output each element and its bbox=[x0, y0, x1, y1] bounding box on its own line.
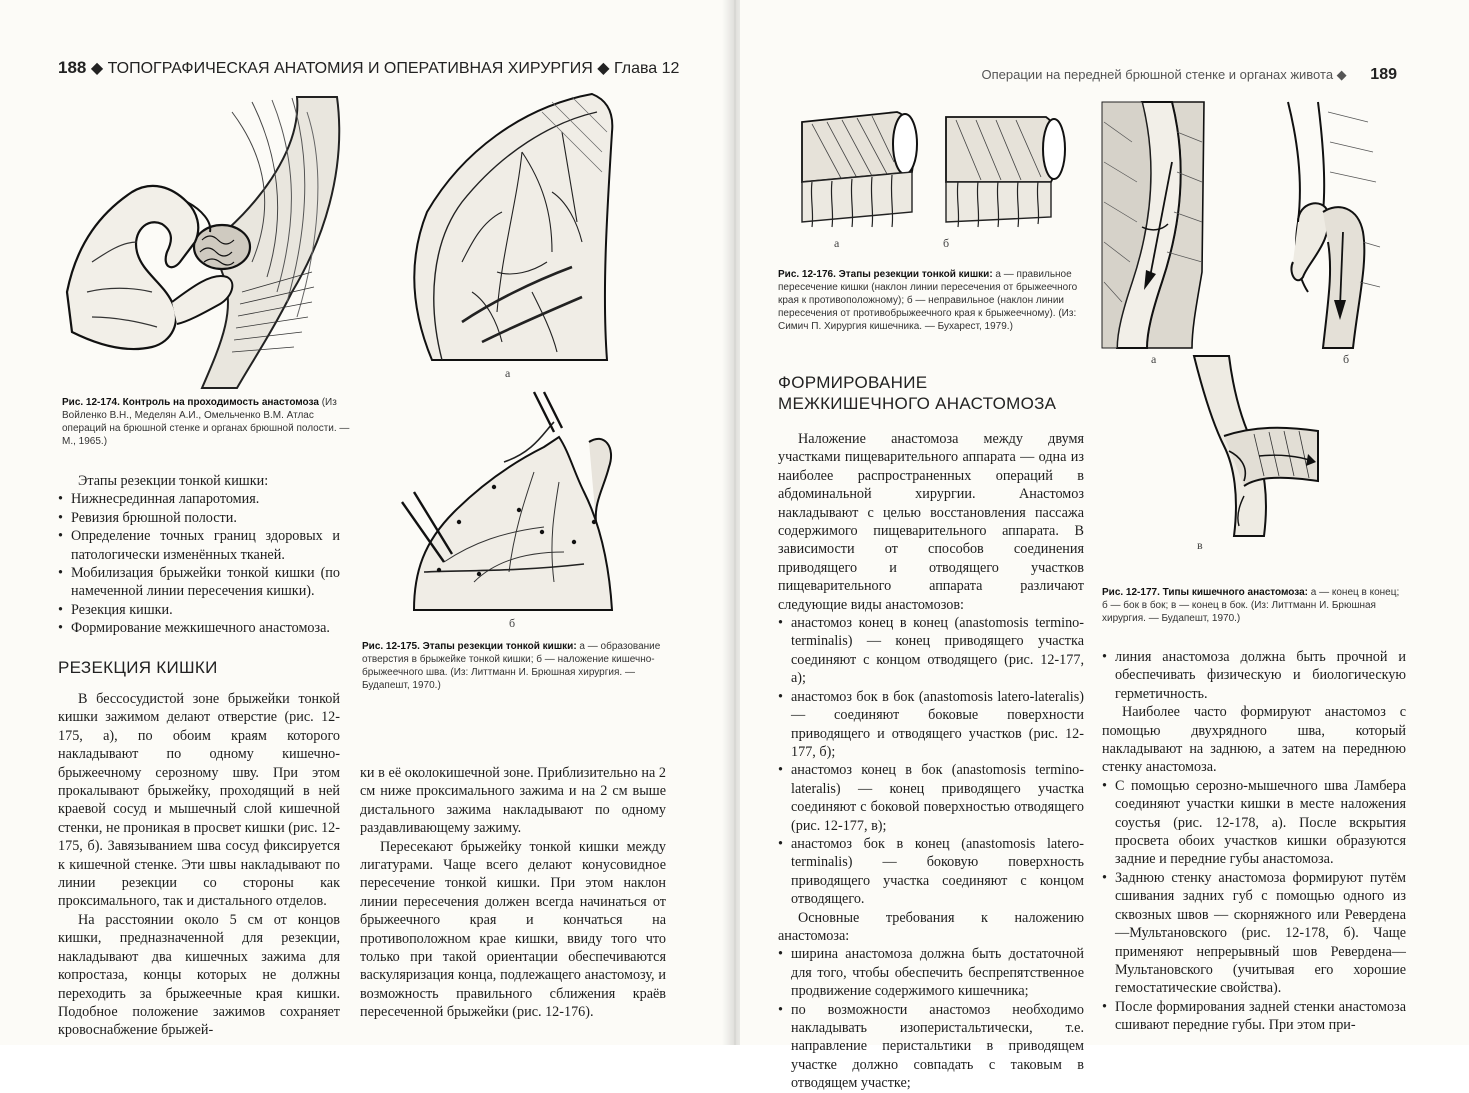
left-running-title: ТОПОГРАФИЧЕСКАЯ АНАТОМИЯ И ОПЕРАТИВНАЯ ХИРУРГИЯ bbox=[107, 60, 593, 77]
fig174-caption bbox=[62, 396, 358, 448]
paragraph: Основные требования к наложению анастомоза: bbox=[778, 909, 1084, 944]
fig174-caption-text: (Из Войленко В.Н., Меделян А.И., Омельченко В.М. Атлас операций на брюшной стенке и органах брюшной полости. — М., 1965.) bbox=[62, 397, 350, 447]
list-item: • С помощью серозно-мышечного шва Ламбера соединяют участки кишки в месте наложения соустья (рис. 12-178, а). После вскрытия просвета обоих участков кишки образуются задние и передние губы анастомоза. bbox=[1102, 777, 1406, 869]
figure-12-176-a bbox=[802, 102, 922, 234]
chapter-label: Глава 12 bbox=[613, 60, 680, 77]
fig176-caption-label: Рис. 12-176. Этапы резекции тонкой кишки: bbox=[778, 269, 993, 280]
end-to-end-anastomosis-illustration bbox=[1102, 102, 1204, 348]
list-item: • Нижнесрединная лапаротомия. bbox=[58, 490, 340, 508]
right-column-2 bbox=[1102, 648, 1406, 1035]
list-item: • Определение точных границ здоровых и патологически изменённых тканей. bbox=[58, 527, 340, 564]
fig175-label-a: а bbox=[505, 366, 511, 380]
list-item: • Резекция кишки. bbox=[58, 601, 340, 619]
fig177-label-c: в bbox=[1197, 538, 1203, 552]
list-item: • анастомоз бок в бок (anastomosis latero-lateralis) — соединяют боковые поверхности приводящего и отводящего участков (рис. 12-177, б); bbox=[778, 688, 1084, 762]
fig175-caption-label: Рис. 12-175. Этапы резекции тонкой кишки: bbox=[362, 641, 577, 652]
fig176-caption-text: а — правильное пересечение кишки (наклон линии пересечения от брыжеечного края к противоположному); б — неправильное (наклон линии пересечения от противобрыжеечного края к брыжеечному). (Из: Симич П. Хирургия кишечника. — Бухарест, 1979.) bbox=[778, 269, 1078, 332]
right-running-header: Операции на передней брюшной стенке и органах живота ◆ 189 bbox=[981, 66, 1397, 83]
resection-steps bbox=[58, 472, 340, 638]
fig174-caption-label: Рис. 12-174. Контроль на проходимость анастомоза bbox=[62, 397, 319, 408]
requirements-list-continued bbox=[1102, 648, 1406, 703]
figure-12-175-b bbox=[384, 392, 620, 610]
clamps-sutures-illustration bbox=[384, 392, 620, 610]
fig177-caption bbox=[1102, 586, 1406, 625]
intestine-cut-incorrect-illustration bbox=[946, 102, 1072, 234]
hand-anastomosis-illustration bbox=[62, 92, 354, 388]
left-page bbox=[0, 0, 730, 1045]
figure-12-176-b bbox=[946, 102, 1072, 234]
fig177-label-b: б bbox=[1343, 352, 1350, 366]
steps-intro: Этапы резекции тонкой кишки: bbox=[78, 473, 269, 489]
requirements-list bbox=[778, 945, 1084, 1092]
section-heading-anastomosis: ФОРМИРОВАНИЕ МЕЖКИШЕЧНОГО АНАСТОМОЗА bbox=[778, 373, 1057, 413]
paragraph: В бессосудистой зоне брыжейки тонкой кишки зажимом делают отверстие (рис. 12-175, а), по обоим краям которого накладывают по одному кишечно-брыжеечному серозному шву. При этом прокалывают брыжейку, проходящий в ней краевой сосуд и мышечный слой кишечной стенки, не проникая в просвет кишки (рис. 12-175, б). Завязыванием шва сосуд фиксируется к кишечной стенке. Эти швы накладывают по линии резекции со стороны как проксимального, так и дистального отделов. bbox=[58, 691, 340, 910]
figure-12-175-a bbox=[402, 92, 620, 360]
list-item: • анастомоз конец в конец (anastomosis termino-terminalis) — конец приводящего участка соединяют с концом отводящего (рис. 12-177, а); bbox=[778, 614, 1084, 688]
right-column-1 bbox=[778, 430, 1084, 1093]
list-item: • Заднюю стенку анастомоза формируют путём сшивания задних губ с помощью одного из сквозных швов — скорняжного или Ревердена—Мультановского (рис. 12-178, б). Чаще применяют непрерывный шов Ревердена—Мультановского (учитывая его хорошие гемостатические свойства). bbox=[1102, 869, 1406, 998]
left-column-1 bbox=[58, 690, 340, 1040]
figure-12-177-c bbox=[1184, 356, 1318, 536]
fig177-label-a: а bbox=[1151, 352, 1157, 366]
mesentery-vessels-illustration bbox=[402, 92, 620, 360]
left-column-2 bbox=[360, 764, 666, 1022]
paragraph: ки в её околокишечной зоне. Приблизительно на 2 см ниже проксимального зажима и на 2 см выше дистального зажима накладывают по одному раздавливающему зажиму. bbox=[360, 765, 666, 837]
paragraph: Наложение анастомоза между двумя участками пищеварительного аппарата — одна из наиболее распространенных операций в абдоминальной хирургии. Анастомоз накладывают с целью восстановления пассажа содержимого пищеварительного аппарата. В зависимости от способов соединения приводящего и отводящего участков пищеварительного аппарата различают следующие виды анастомозов: bbox=[778, 431, 1084, 613]
fig176-caption bbox=[778, 268, 1084, 333]
list-item: • по возможности анастомоз необходимо накладывать изоперистальтически, т.е. направление перистальтики в приводящем участке должно совпадать с таковым в отводящем участке; bbox=[778, 1001, 1084, 1093]
left-page-number: 188 bbox=[58, 58, 87, 77]
side-to-side-anastomosis-illustration bbox=[1268, 102, 1380, 348]
list-item: • анастомоз бок в конец (anastomosis latero-terminalis) — боковую поверхность приводящего участка соединяют с концом отводящего. bbox=[778, 835, 1084, 909]
list-item: • ширина анастомоза должна быть достаточной для того, чтобы обеспечить беспрепятственное продвижение содержимого кишечника; bbox=[778, 945, 1084, 1000]
paragraph: Пересекают брыжейку тонкой кишки между лигатурами. Чаще всего делают конусовидное пересечение тонкой кишки. При этом наклон линии пересечения должен всегда начинаться от брыжеечного края и кончаться на противоположном крае кишки, ввиду того что только при такой ориентации обеспечиваются васкуляризация конца, подлежащего анастомозу, и возможность правильного сближения краёв пересеченной брыжейки (рис. 12-176). bbox=[360, 838, 666, 1021]
steps-list bbox=[58, 490, 340, 637]
fig175-label-b: б bbox=[509, 616, 516, 630]
intestine-cut-correct-illustration bbox=[802, 102, 922, 234]
end-to-side-anastomosis-illustration bbox=[1184, 356, 1318, 536]
figure-12-177-a bbox=[1102, 102, 1204, 348]
left-running-header: 188 ◆ ТОПОГРАФИЧЕСКАЯ АНАТОМИЯ И ОПЕРАТИВНАЯ ХИРУРГИЯ ◆ Глава 12 bbox=[58, 58, 680, 77]
list-item: • Ревизия брюшной полости. bbox=[58, 509, 340, 527]
right-running-title: Операции на передней брюшной стенке и органах живота bbox=[981, 67, 1334, 82]
list-item: • анастомоз конец в бок (anastomosis termino-lateralis) — конец приводящего участка соединяют с боковой поверхностью отводящего (рис. 12-177, в); bbox=[778, 761, 1084, 835]
anastomosis-types-list bbox=[778, 614, 1084, 909]
list-item: • После формирования задней стенки анастомоза сшивают передние губы. При этом при- bbox=[1102, 998, 1406, 1035]
fig175-caption bbox=[362, 640, 668, 692]
fig175-caption-text: а — образование отверстия в брыжейке тонкой кишки; б — наложение кишечно-брыжеечного шва. (Из: Литтманн И. Брюшная хирургия. — Будапешт, 1970.) bbox=[362, 641, 661, 691]
paragraph: Наиболее часто формируют анастомоз с помощью двухрядного шва, который накладывают на заднюю, а затем на переднюю стенку анастомоза. bbox=[1102, 704, 1406, 776]
right-page bbox=[740, 0, 1469, 1092]
figure-12-174 bbox=[62, 92, 354, 388]
list-item: • Мобилизация брыжейки тонкой кишки (по намеченной линии пересечения кишки). bbox=[58, 564, 340, 601]
list-item: • линия анастомоза должна быть прочной и обеспечивать физическую и биологическую герметичность. bbox=[1102, 648, 1406, 703]
paragraph: На расстоянии около 5 см от концов кишки, предназначенной для резекции, накладывают два кишечных зажима для копростаза, концы которых не должны переходить за брыжеечные края кишки. Подобное положение зажимов сохраняет кровоснабжение брыжей- bbox=[58, 911, 340, 1039]
fig176-label-a: а bbox=[834, 236, 840, 250]
fig177-caption-text: а — конец в конец; б — бок в бок; в — конец в бок. (Из: Литтманн И. Брюшная хирургия. — Будапешт, 1970.) bbox=[1102, 587, 1400, 624]
figure-12-177-b bbox=[1268, 102, 1380, 348]
suture-steps-list bbox=[1102, 777, 1406, 1035]
fig176-label-b: б bbox=[943, 236, 950, 250]
list-item: • Формирование межкишечного анастомоза. bbox=[58, 619, 340, 637]
fig177-caption-label: Рис. 12-177. Типы кишечного анастомоза: bbox=[1102, 587, 1308, 598]
right-page-number: 189 bbox=[1370, 66, 1397, 83]
section-heading-resection: РЕЗЕКЦИЯ КИШКИ bbox=[58, 658, 218, 677]
